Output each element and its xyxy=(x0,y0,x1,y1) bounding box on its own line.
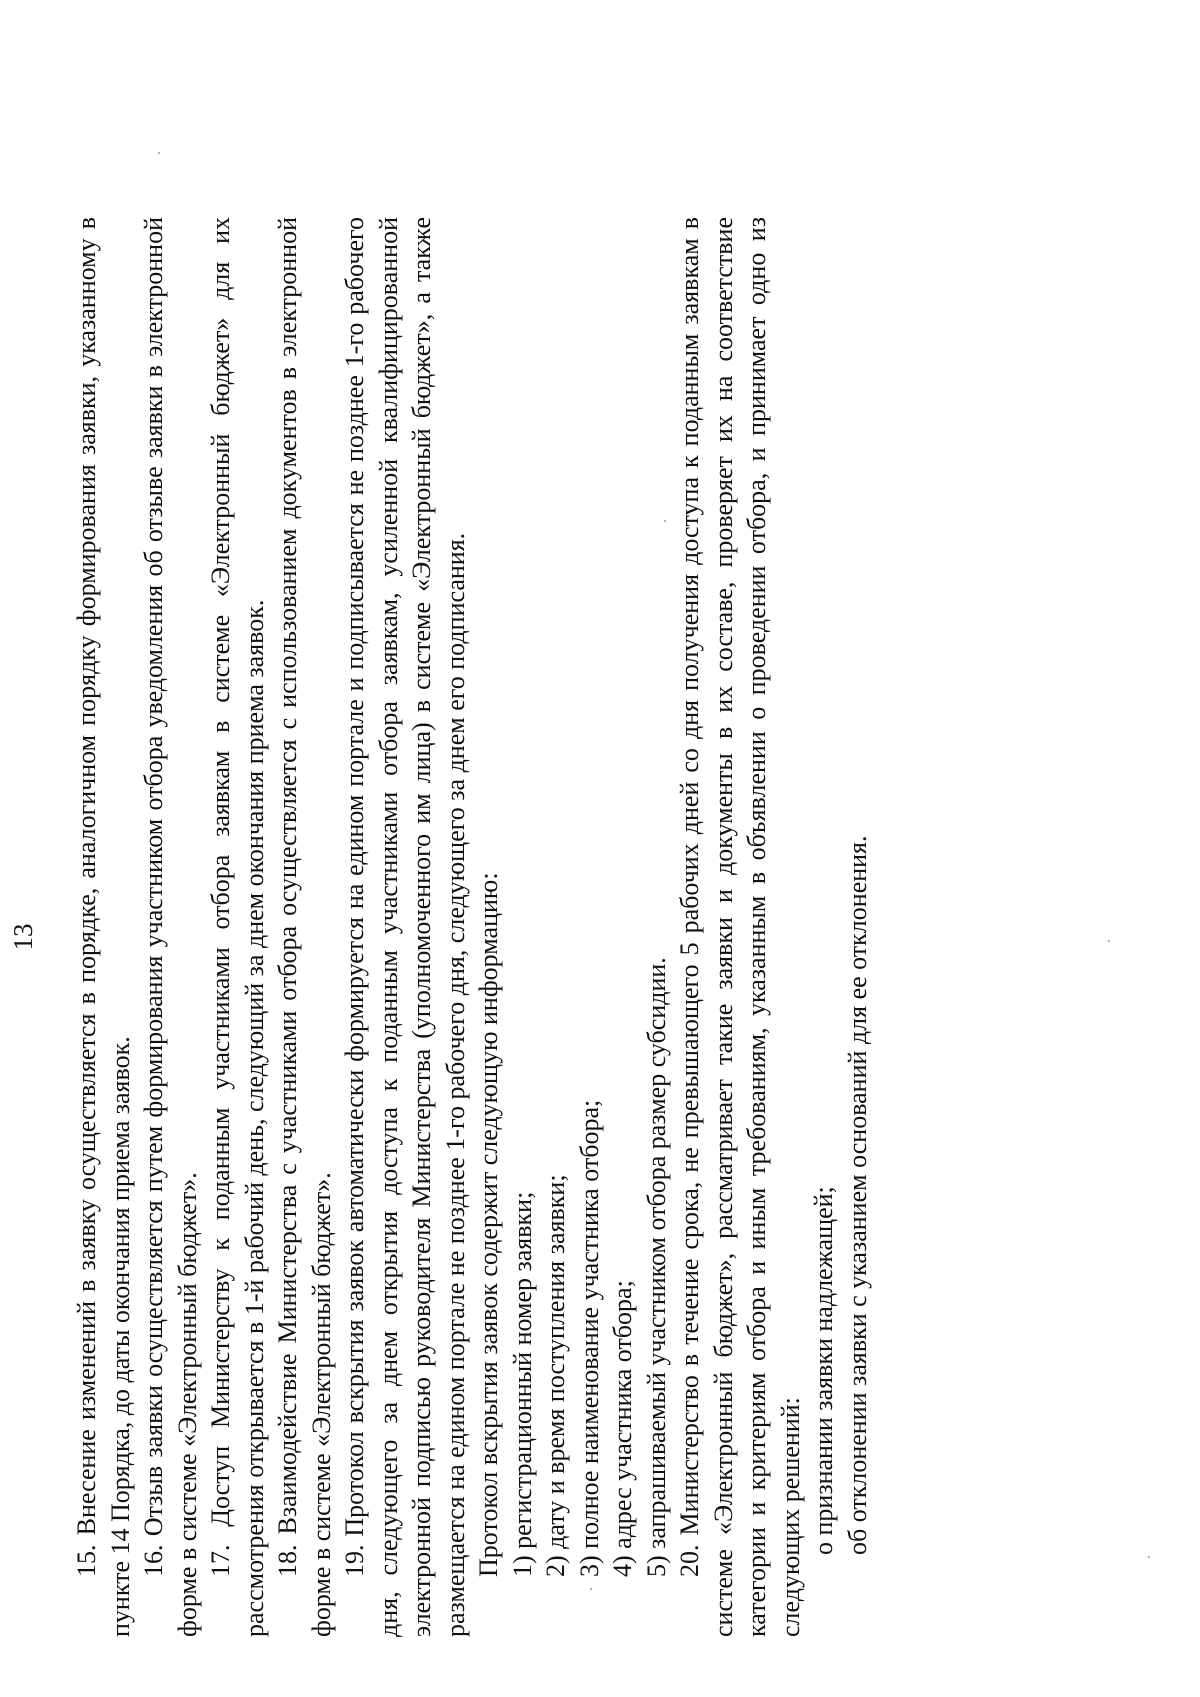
protocol-item: 5) запрашиваемый участником отбора размер субсидии. xyxy=(641,957,671,1577)
protocol-item: 2) дату и время поступления заявки; xyxy=(541,1174,570,1577)
page-number: 13 xyxy=(8,923,38,951)
protocol-item: 1) регистрационный номер заявки; xyxy=(507,1191,537,1577)
paragraph-18: 18. Взаимодействие Министерства с участниками отбора осуществляется с использованием документов в электронной форме в системе «Электронный бюджет». xyxy=(273,217,336,1637)
scan-speck xyxy=(590,1588,592,1590)
protocol-item: 3) полное наименование участника отбора; xyxy=(574,1099,604,1577)
rotated-page-content xyxy=(0,177,1200,1697)
paragraph-17: 17. Доступ Министерству к поданным участниками отбора заявкам в системе «Электронный бюджет» для их рассмотрения открывается в 1-й рабочий день, следующий за днем окончания приема заявок. xyxy=(206,217,269,1637)
document-body xyxy=(70,217,874,1637)
paragraph-19: 19. Протокол вскрытия заявок автоматически формируется на едином портале и подписывается не позднее 1-го рабочего дня, следующего за днем открытия доступа к поданным участниками отбора заявкам, усиленной квалифицированной электронной подписью руководителя Министерства (уполномоченного им лица) в системе «Электронный бюджет», а также размещается на едином портале не позднее 1-го рабочего дня, следующего за днем его подписания. xyxy=(340,217,470,1637)
scan-speck xyxy=(664,520,666,522)
paragraph-20: 20. Министерство в течение срока, не превышающего 5 рабочих дней со дня получения доступа к поданным заявкам в системе «Электронный бюджет», рассматривает такие заявки и документы в их составе, проверяет их на соответствие категории и критериям отбора и иным требованиям, указанным в объявлении о проведении отбора, и принимает одно из следующих решений: xyxy=(675,217,805,1637)
decision-item: о признании заявки надлежащей; xyxy=(809,1186,838,1555)
paragraph-15: 15. Внесение изменений в заявку осуществляется в порядке, аналогичном порядку формирования заявки, указанному в пункте 14 Порядка, до даты окончания приема заявок. xyxy=(72,217,135,1637)
scan-speck xyxy=(1108,940,1110,942)
protocol-item: 4) адрес участника отбора; xyxy=(608,1280,637,1577)
paragraph-16: 16. Отзыв заявки осуществляется путем формирования участником отбора уведомления об отзыве заявки в электронной форме в системе «Электронный бюджет». xyxy=(139,217,202,1637)
protocol-intro: Протокол вскрытия заявок содержит следующую информацию: xyxy=(474,872,503,1577)
decision-item: об отклонении заявки с указанием оснований для ее отклонения. xyxy=(842,835,872,1555)
scan-speck xyxy=(158,152,160,154)
scan-speck xyxy=(1148,1556,1150,1558)
